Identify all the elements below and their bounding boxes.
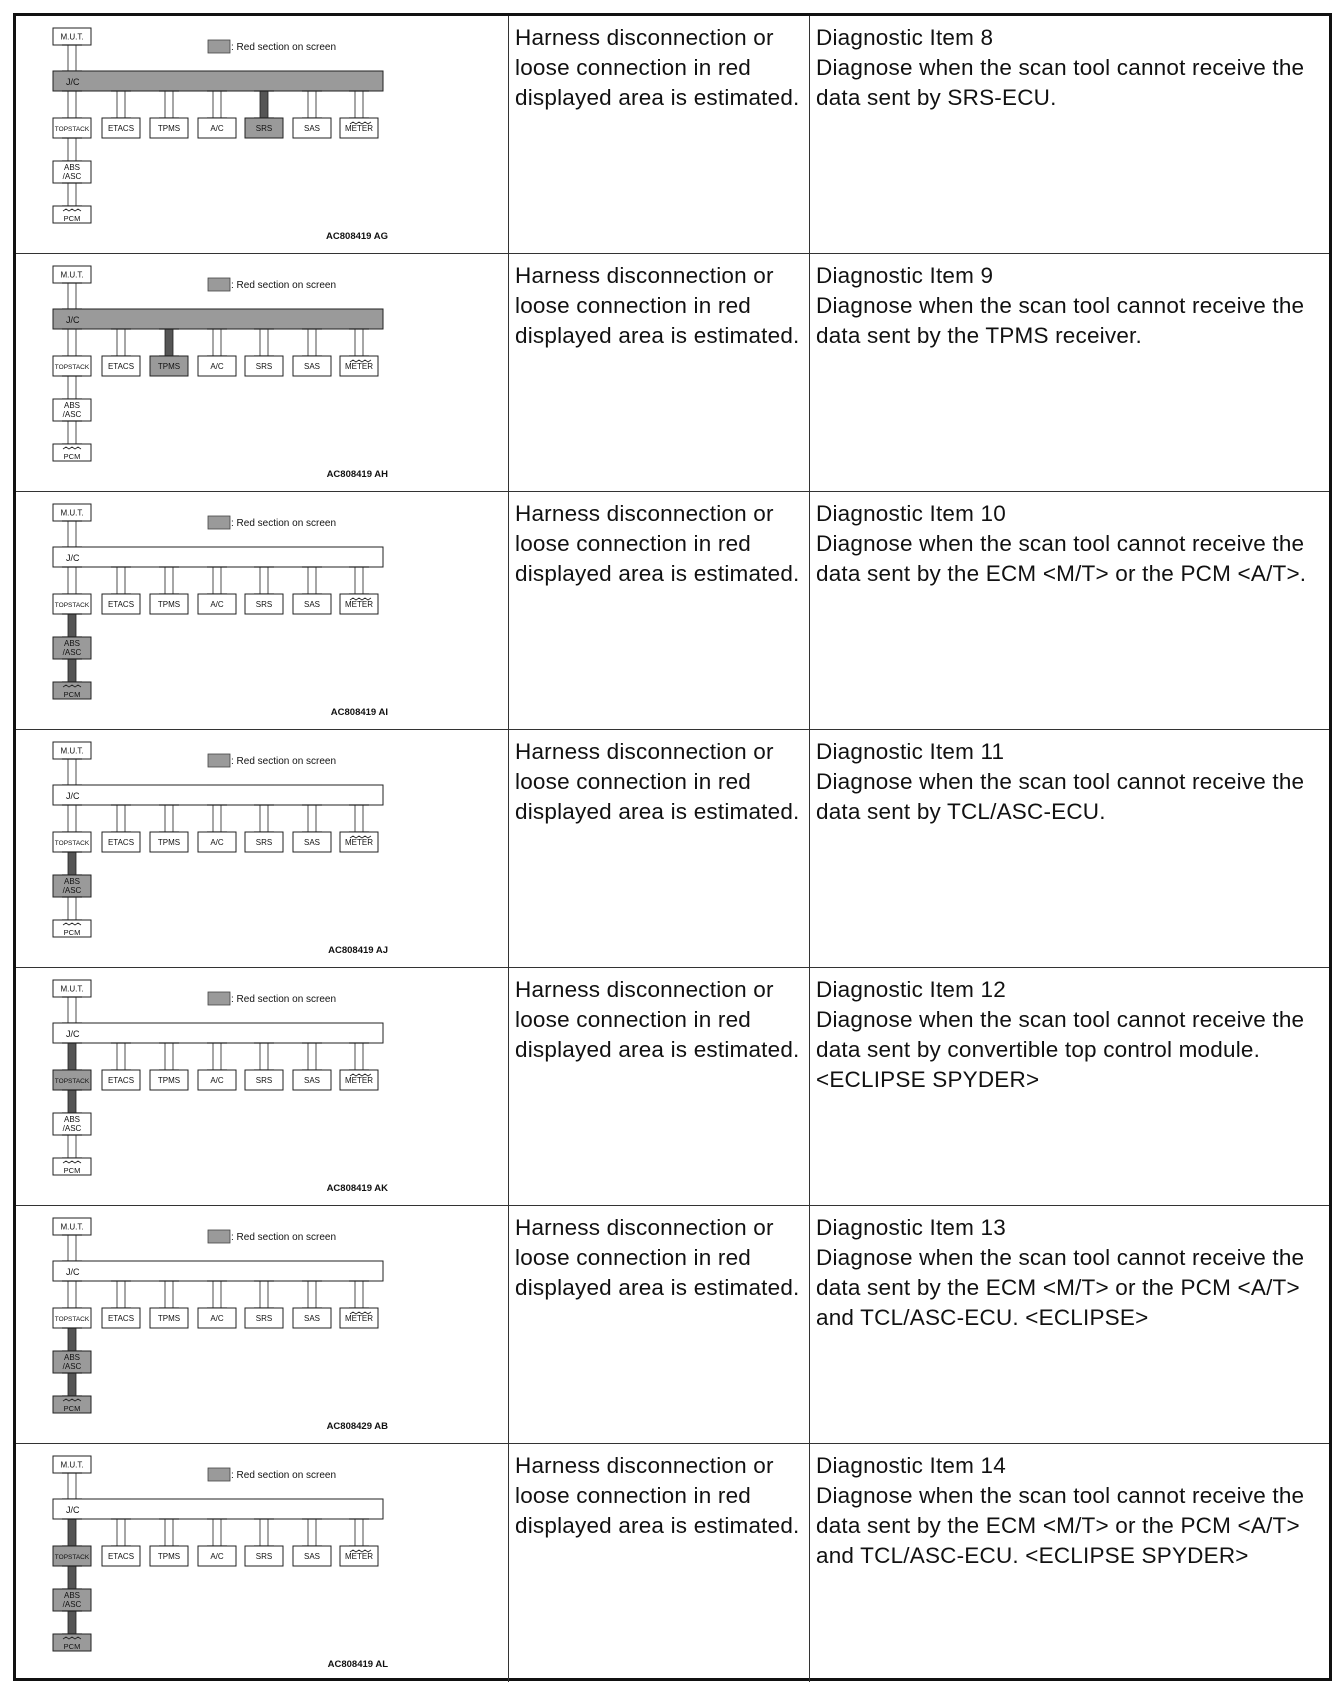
abs-connector [68,1566,76,1589]
sas-box-label: SAS [303,1314,321,1323]
figure-code: AC808419 AI [330,707,388,718]
pcm-label: PCM [63,928,81,937]
etacs-connector [117,805,125,832]
tpms-box-label: TPMS [157,1314,181,1323]
etacs-box-label: ETACS [107,1314,135,1323]
diagnostic-description: Diagnose when the scan tool cannot receive the data sent by TCL/ASC-ECU. [816,769,1305,824]
figure-code: AC808419 AG [326,231,388,242]
asc-label: /ASC [62,1124,82,1133]
legend-text: : Red section on screen [231,42,337,53]
meter-box-label: METER [345,838,373,847]
diagnostic-description: Diagnose when the scan tool cannot receive the data sent by the ECM <M/T> or the PCM <A/T> and TCL/ASC-ECU. <ECLIPSE> [816,1245,1305,1330]
network-diagram [16,1206,509,1444]
diagram-cell [16,492,509,729]
abs-label: ABS [63,401,81,410]
meter-connector [355,1281,363,1308]
ac-connector [213,1519,221,1546]
diagnostic-item-title: Diagnostic Item 8 [816,25,994,50]
estimate-text: Harness disconnection or loose connection in red displayed area is estimated. [509,968,810,1205]
asc-label: /ASC [62,410,82,419]
meter-connector [355,1519,363,1546]
diagnostic-cell [810,1206,1329,1443]
srs-box-label: SRS [255,1314,273,1323]
topstack-connector [68,91,76,118]
network-diagram [16,730,509,968]
tpms-box-label: TPMS [157,600,181,609]
pcm-label: PCM [63,452,81,461]
figure-code: AC808419 AL [327,1659,388,1670]
tpms-connector [165,1519,173,1546]
sas-box-label: SAS [303,1076,321,1085]
figure-code: AC808419 AK [326,1183,388,1194]
diagnostic-cell [810,254,1329,491]
ac-box-label: A/C [210,1552,224,1561]
network-diagram [16,254,509,492]
meter-box-label: METER [345,1552,373,1561]
diagram-cell [16,730,509,967]
pcm-connector [68,659,76,682]
ac-connector [213,329,221,356]
srs-box-label: SRS [255,1076,273,1085]
mut-connector [68,521,76,547]
diagram-cell [16,1444,509,1682]
topstack-box-label: TOPSTACK [54,1554,90,1561]
diagnostic-cell [810,16,1329,253]
jc-bus [53,1023,383,1043]
abs-label: ABS [63,163,81,172]
sas-connector [308,1281,316,1308]
srs-connector [260,329,268,356]
jc-bus [53,309,383,329]
topstack-connector [68,1281,76,1308]
diagnostic-cell [810,968,1329,1205]
asc-label: /ASC [62,648,82,657]
topstack-box-label: TOPSTACK [54,364,90,371]
sas-connector [308,329,316,356]
figure-code: AC808429 AB [326,1421,388,1432]
legend-swatch [208,992,230,1005]
ac-box-label: A/C [210,600,224,609]
mut-box-label: M.U.T. [60,746,84,756]
table-row [16,1206,1329,1444]
topstack-box-label: TOPSTACK [54,126,90,133]
diagnostic-item-title: Diagnostic Item 11 [816,739,1005,764]
sas-connector [308,805,316,832]
jc-bus [53,71,383,91]
srs-box-label: SRS [255,838,273,847]
etacs-connector [117,91,125,118]
etacs-box-label: ETACS [107,124,135,133]
etacs-connector [117,329,125,356]
diagnostic-table [13,13,1332,1681]
pcm-label: PCM [63,214,81,223]
diagnostic-description: Diagnose when the scan tool cannot receive the data sent by the ECM <M/T> or the PCM <A/T> and TCL/ASC-ECU. <ECLIPSE SPYDER> [816,1483,1305,1568]
sas-connector [308,567,316,594]
sas-box-label: SAS [303,600,321,609]
abs-label: ABS [63,639,81,648]
topstack-connector [68,805,76,832]
network-diagram [16,968,509,1206]
network-diagram [16,492,509,730]
tpms-connector [165,805,173,832]
meter-connector [355,91,363,118]
asc-label: /ASC [62,1362,82,1371]
meter-box-label: METER [345,124,373,133]
topstack-box-label: TOPSTACK [54,1078,90,1085]
estimate-text: Harness disconnection or loose connection in red displayed area is estimated. [509,1444,810,1682]
abs-label: ABS [63,877,81,886]
mut-connector [68,759,76,785]
sas-box-label: SAS [303,838,321,847]
tpms-box-label: TPMS [157,1076,181,1085]
srs-connector [260,1043,268,1070]
sas-connector [308,91,316,118]
ac-connector [213,567,221,594]
jc-label: J/C [66,791,80,801]
legend-swatch [208,1230,230,1243]
meter-box-label: METER [345,362,373,371]
ac-connector [213,1043,221,1070]
estimate-text: Harness disconnection or loose connection in red displayed area is estimated. [509,16,810,253]
abs-connector [68,1090,76,1113]
mut-connector [68,997,76,1023]
diagnostic-item-title: Diagnostic Item 13 [816,1215,1006,1240]
diagnostic-cell [810,730,1329,967]
mut-box-label: M.U.T. [60,508,84,518]
topstack-connector [68,1043,76,1070]
mut-connector [68,45,76,71]
etacs-box-label: ETACS [107,838,135,847]
legend-swatch [208,516,230,529]
etacs-box-label: ETACS [107,600,135,609]
table-row [16,1444,1329,1682]
srs-connector [260,1519,268,1546]
figure-code: AC808419 AJ [328,945,388,956]
tpms-box-label: TPMS [157,362,181,371]
network-diagram [16,1444,509,1682]
ac-connector [213,91,221,118]
legend-swatch [208,40,230,53]
diagnostic-item-title: Diagnostic Item 10 [816,501,1006,526]
meter-connector [355,329,363,356]
tpms-connector [165,1043,173,1070]
legend-text: : Red section on screen [231,518,337,529]
asc-label: /ASC [62,886,82,895]
srs-connector [260,1281,268,1308]
sas-box-label: SAS [303,1552,321,1561]
tpms-box-label: TPMS [157,838,181,847]
tpms-box-label: TPMS [157,1552,181,1561]
etacs-connector [117,1281,125,1308]
topstack-box-label: TOPSTACK [54,840,90,847]
tpms-connector [165,91,173,118]
mut-connector [68,1473,76,1499]
legend-swatch [208,1468,230,1481]
etacs-connector [117,567,125,594]
abs-label: ABS [63,1115,81,1124]
pcm-label: PCM [63,1642,81,1651]
pcm-connector [68,1135,76,1158]
mut-box-label: M.U.T. [60,1222,84,1232]
legend-text: : Red section on screen [231,994,337,1005]
legend-swatch [208,278,230,291]
jc-label: J/C [66,1505,80,1515]
tpms-connector [165,567,173,594]
sas-box-label: SAS [303,124,321,133]
diagnostic-cell [810,492,1329,729]
jc-label: J/C [66,77,80,87]
diagnostic-description: Diagnose when the scan tool cannot receive the data sent by convertible top control module. <ECLIPSE SPYDER> [816,1007,1305,1092]
diagnostic-item-title: Diagnostic Item 14 [816,1453,1006,1478]
jc-label: J/C [66,315,80,325]
pcm-connector [68,897,76,920]
jc-label: J/C [66,1029,80,1039]
table-row [16,968,1329,1206]
ac-box-label: A/C [210,1076,224,1085]
diagram-cell [16,1206,509,1443]
diagram-cell [16,16,509,253]
sas-box-label: SAS [303,362,321,371]
pcm-connector [68,1611,76,1634]
meter-box-label: METER [345,1076,373,1085]
network-diagram [16,16,509,254]
legend-text: : Red section on screen [231,1232,337,1243]
topstack-connector [68,567,76,594]
ac-box-label: A/C [210,362,224,371]
diagnostic-item-title: Diagnostic Item 12 [816,977,1006,1002]
topstack-connector [68,329,76,356]
pcm-label: PCM [63,690,81,699]
mut-box-label: M.U.T. [60,270,84,280]
meter-connector [355,1043,363,1070]
legend-text: : Red section on screen [231,280,337,291]
tpms-connector [165,329,173,356]
table-row [16,16,1329,254]
abs-connector [68,376,76,399]
diagram-cell [16,254,509,491]
diagram-cell [16,968,509,1205]
table-row [16,730,1329,968]
abs-connector [68,138,76,161]
mut-box-label: M.U.T. [60,984,84,994]
srs-connector [260,91,268,118]
jc-label: J/C [66,553,80,563]
ac-box-label: A/C [210,124,224,133]
legend-swatch [208,754,230,767]
meter-box-label: METER [345,600,373,609]
srs-box-label: SRS [255,362,273,371]
tpms-connector [165,1281,173,1308]
pcm-label: PCM [63,1166,81,1175]
ac-box-label: A/C [210,838,224,847]
mut-connector [68,283,76,309]
mut-box-label: M.U.T. [60,1460,84,1470]
jc-label: J/C [66,1267,80,1277]
asc-label: /ASC [62,1600,82,1609]
meter-connector [355,567,363,594]
tpms-box-label: TPMS [157,124,181,133]
mut-connector [68,1235,76,1261]
legend-text: : Red section on screen [231,756,337,767]
sas-connector [308,1043,316,1070]
ac-connector [213,1281,221,1308]
etacs-box-label: ETACS [107,1552,135,1561]
jc-bus [53,1499,383,1519]
meter-connector [355,805,363,832]
jc-bus [53,547,383,567]
topstack-box-label: TOPSTACK [54,602,90,609]
estimate-text: Harness disconnection or loose connection in red displayed area is estimated. [509,492,810,729]
pcm-connector [68,183,76,206]
abs-connector [68,852,76,875]
sas-connector [308,1519,316,1546]
diagnostic-cell [810,1444,1329,1682]
table-row [16,492,1329,730]
srs-connector [260,805,268,832]
abs-connector [68,614,76,637]
diagnostic-description: Diagnose when the scan tool cannot receive the data sent by the ECM <M/T> or the PCM <A/T>. [816,531,1307,586]
abs-label: ABS [63,1353,81,1362]
ac-box-label: A/C [210,1314,224,1323]
topstack-box-label: TOPSTACK [54,1316,90,1323]
etacs-box-label: ETACS [107,1076,135,1085]
etacs-box-label: ETACS [107,362,135,371]
diagnostic-description: Diagnose when the scan tool cannot receive the data sent by SRS-ECU. [816,55,1305,110]
jc-bus [53,1261,383,1281]
srs-box-label: SRS [255,1552,273,1561]
jc-bus [53,785,383,805]
pcm-connector [68,421,76,444]
figure-code: AC808419 AH [326,469,388,480]
mut-box-label: M.U.T. [60,32,84,42]
srs-box-label: SRS [255,124,273,133]
pcm-connector [68,1373,76,1396]
estimate-text: Harness disconnection or loose connection in red displayed area is estimated. [509,730,810,967]
etacs-connector [117,1519,125,1546]
meter-box-label: METER [345,1314,373,1323]
diagnostic-description: Diagnose when the scan tool cannot receive the data sent by the TPMS receiver. [816,293,1305,348]
etacs-connector [117,1043,125,1070]
pcm-label: PCM [63,1404,81,1413]
topstack-connector [68,1519,76,1546]
srs-connector [260,567,268,594]
srs-box-label: SRS [255,600,273,609]
diagnostic-item-title: Diagnostic Item 9 [816,263,994,288]
legend-text: : Red section on screen [231,1470,337,1481]
abs-label: ABS [63,1591,81,1600]
ac-connector [213,805,221,832]
table-row [16,254,1329,492]
estimate-text: Harness disconnection or loose connection in red displayed area is estimated. [509,254,810,491]
estimate-text: Harness disconnection or loose connection in red displayed area is estimated. [509,1206,810,1443]
asc-label: /ASC [62,172,82,181]
abs-connector [68,1328,76,1351]
